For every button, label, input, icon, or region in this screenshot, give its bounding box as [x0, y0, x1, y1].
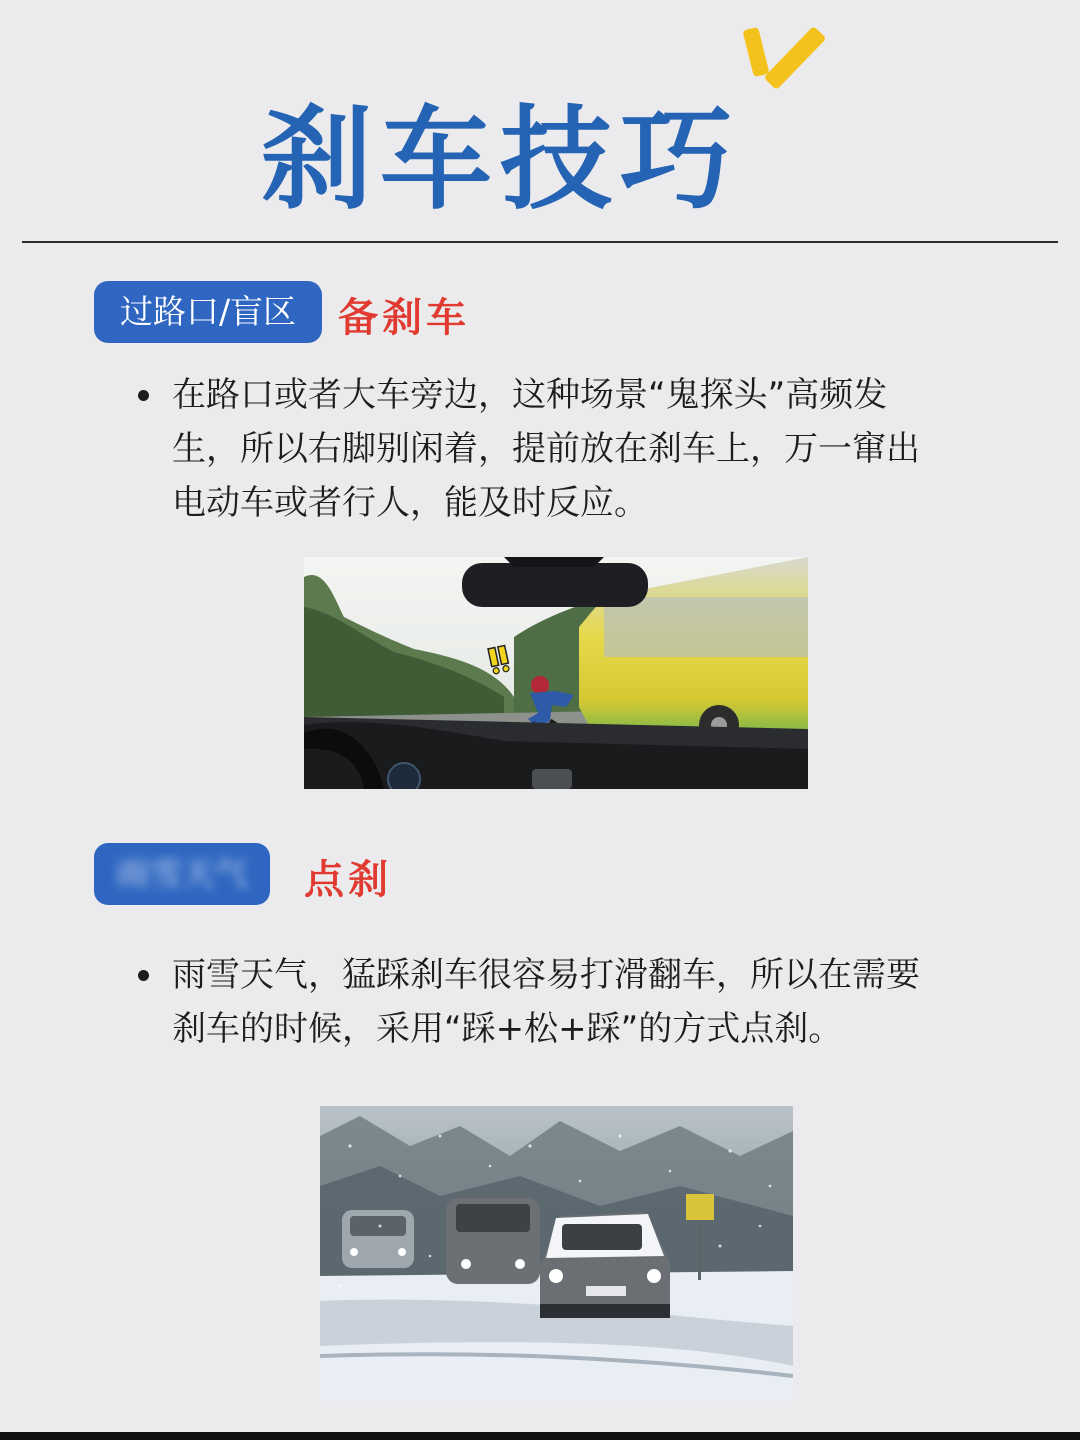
section-tag-label: 过路口/盲区 — [119, 292, 297, 331]
bullet-item — [138, 368, 948, 530]
title-divider — [22, 241, 1058, 243]
section-accent-pulse-brake: 点刹 — [304, 857, 392, 903]
bullet-text: 在路口或者大车旁边，这种场景“鬼探头”高频发生，所以右脚别闲着，提前放在刹车上，万一窜出电动车或者行人，能及时反应。 — [172, 375, 920, 523]
section-tag-label: 雨雪天气 — [116, 854, 248, 893]
section-tag-intersection — [94, 281, 322, 343]
snowy-road-cars-photo — [320, 1106, 793, 1401]
bullet-text: 雨雪天气，猛踩刹车很容易打滑翻车，所以在需要刹车的时候，采用“踩+松+踩”的方式点刹。 — [172, 955, 920, 1049]
car-dashboard-pedestrian-bus-photo — [304, 557, 808, 789]
bullet-dot-icon — [138, 390, 149, 401]
photo-dashboard-pedestrian — [304, 557, 808, 789]
section-tag-weather — [94, 843, 270, 905]
section-accent-brake-ready: 备刹车 — [338, 295, 470, 341]
bullet-dot-icon — [138, 970, 149, 981]
page-title: 刹车技巧 — [260, 95, 740, 225]
bullet-item — [138, 948, 948, 1056]
photo-snowy-road — [320, 1106, 793, 1401]
bottom-bar — [0, 1432, 1080, 1440]
